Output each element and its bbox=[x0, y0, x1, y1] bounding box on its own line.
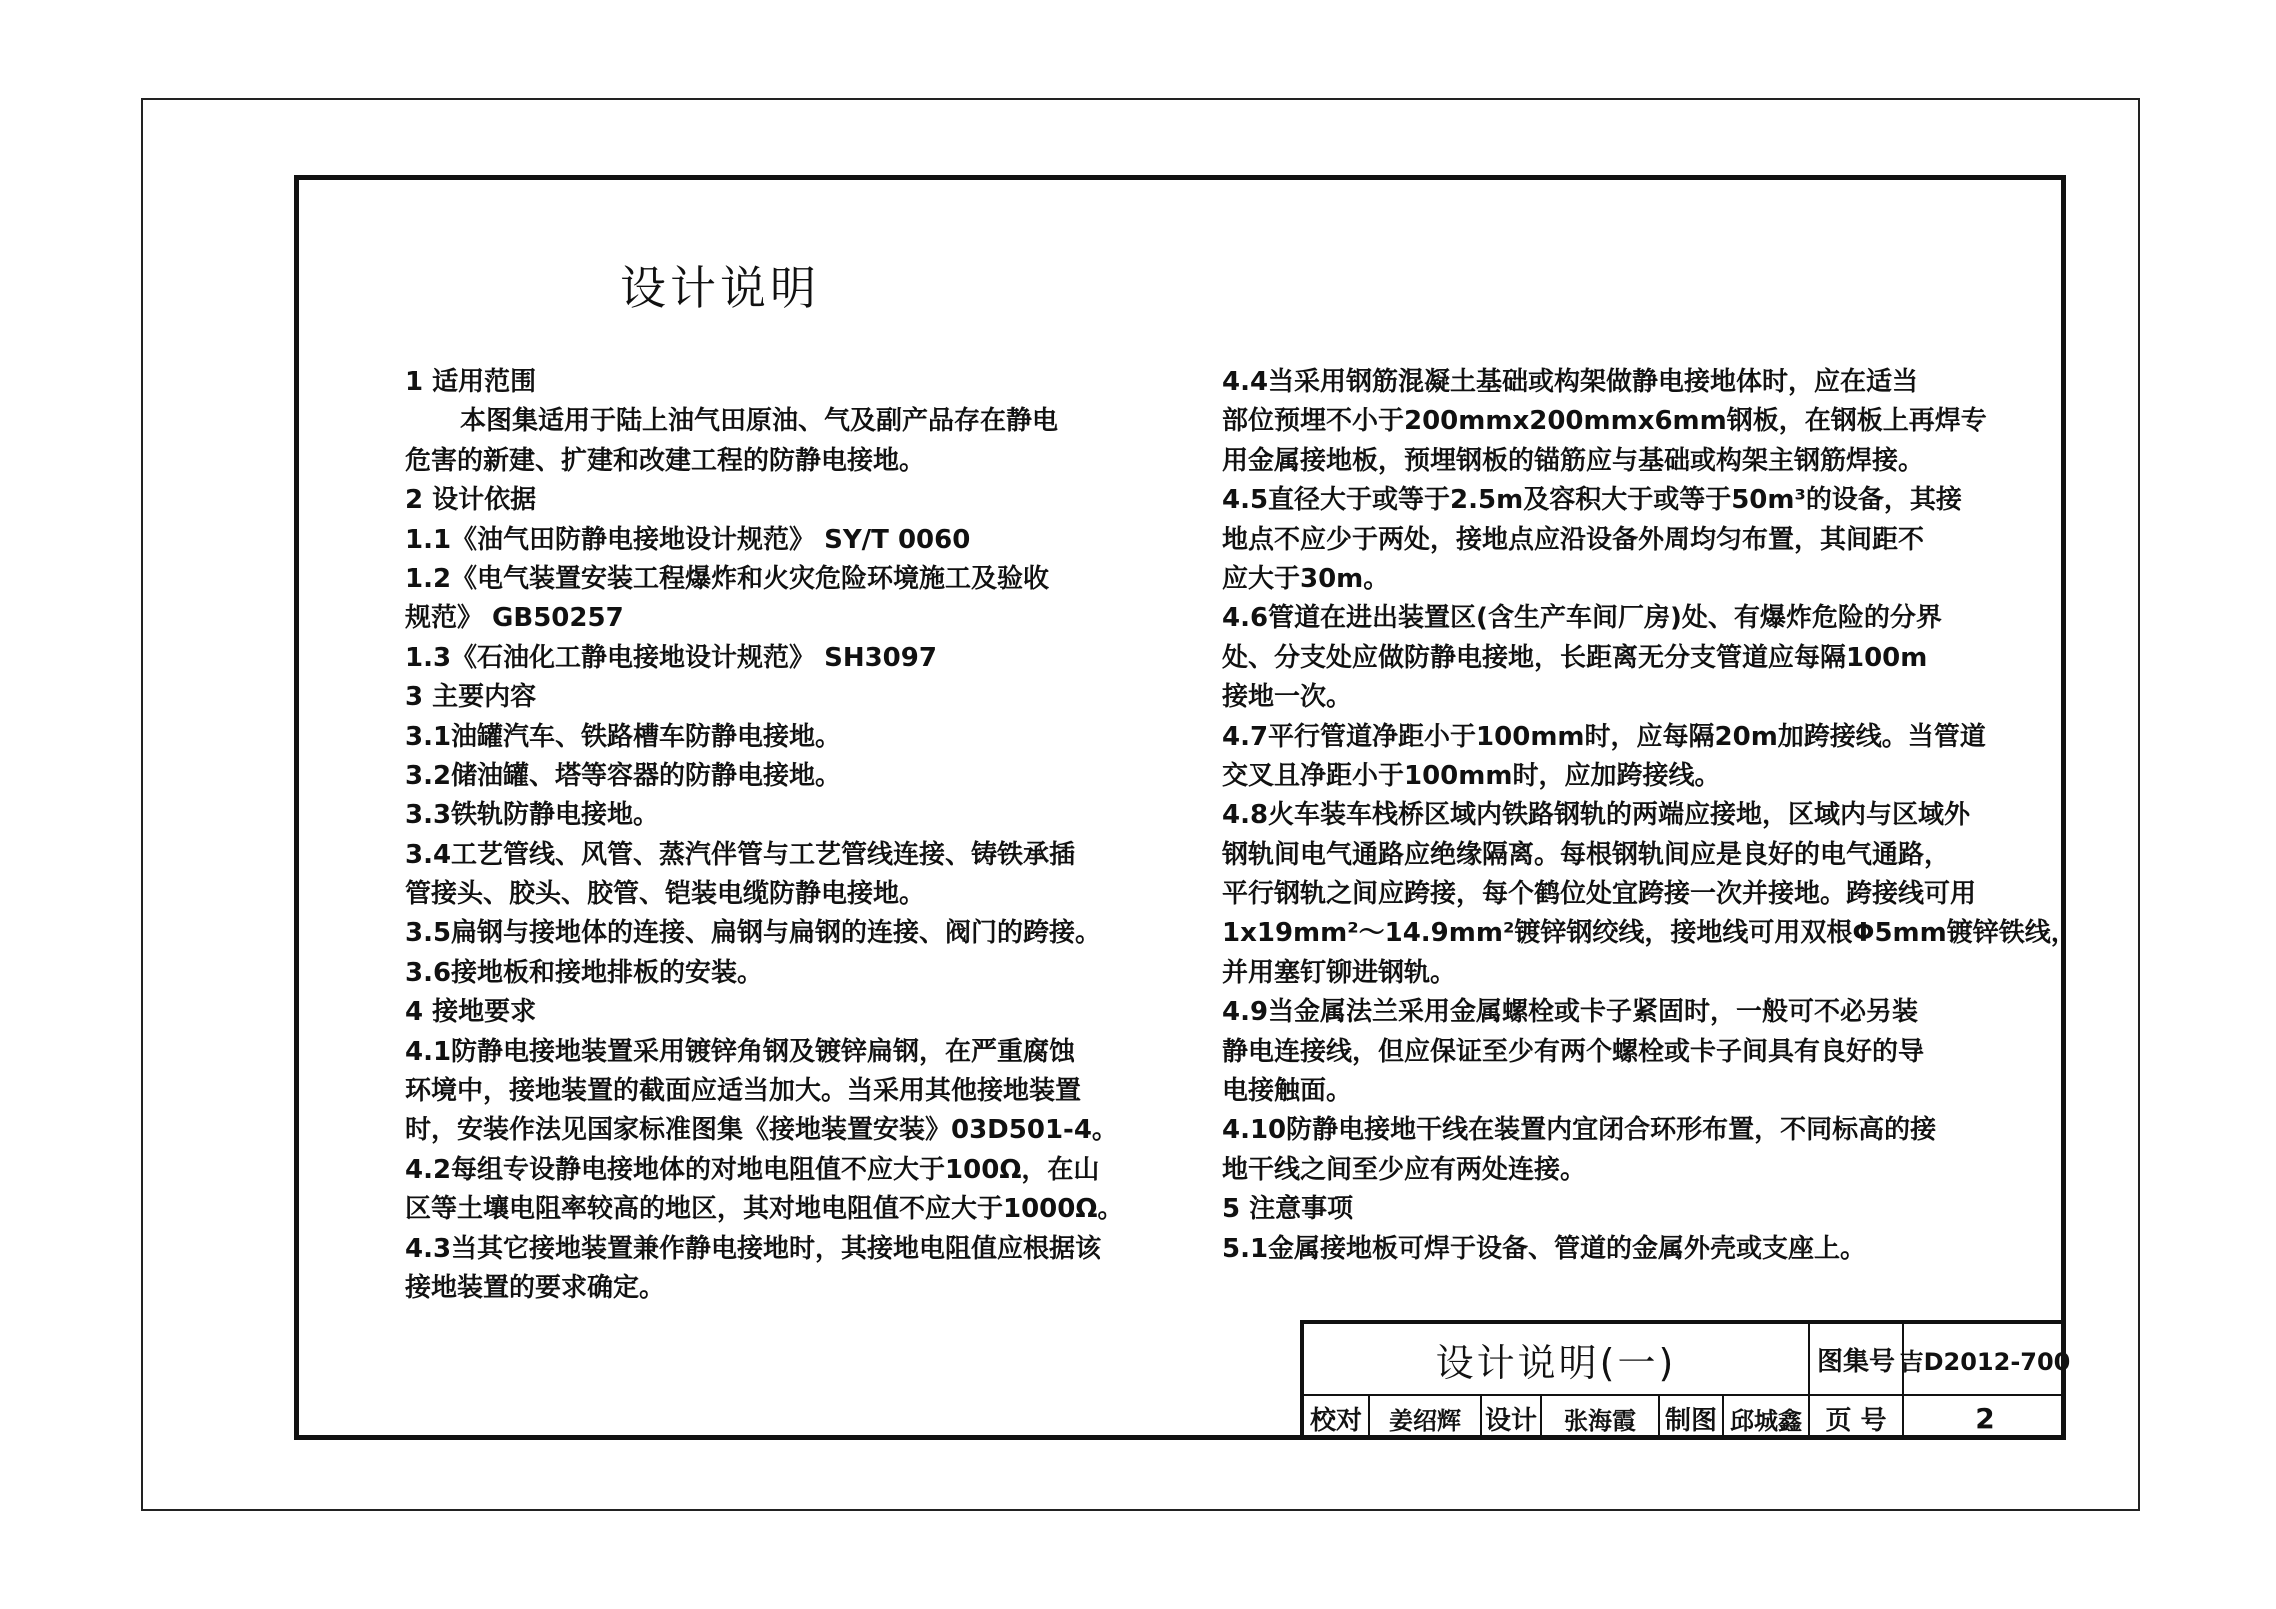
text-line: 4.1防静电接地装置采用镀锌角钢及镀锌扁钢，在严重腐蚀 bbox=[405, 1036, 1076, 1067]
text-line: 4.6管道在进出装置区(含生产车间厂房)处、有爆炸危险的分界 bbox=[1222, 603, 1942, 634]
text-line: 规范》 GB50257 bbox=[405, 603, 624, 634]
text-line: 钢轨间电气通路应绝缘隔离。每根钢轨间应是良好的电气通路， bbox=[1222, 839, 1951, 870]
text-line: 应大于30m。 bbox=[1222, 563, 1390, 594]
text-line: 1.3《石油化工静电接地设计规范》 SH3097 bbox=[405, 642, 937, 673]
atlas-number: 吉D2012-700 bbox=[1899, 1347, 2071, 1376]
text-line: 4.10防静电接地干线在装置内宜闭合环形布置，不同标高的接 bbox=[1222, 1115, 1937, 1146]
text-line: 3.1油罐汽车、铁路槽车防静电接地。 bbox=[405, 721, 842, 752]
text-line: 4.7平行管道净距小于100mm时，应每隔20m加跨接线。当管道 bbox=[1222, 721, 1986, 752]
text-line: 电接触面。 bbox=[1222, 1076, 1353, 1107]
design-label: 设计 bbox=[1482, 1396, 1542, 1440]
text-line: 平行钢轨之间应跨接，每个鹤位处宜跨接一次并接地。跨接线可用 bbox=[1222, 879, 1977, 910]
text-line: 静电连接线，但应保证至少有两个螺栓或卡子间具有良好的导 bbox=[1222, 1036, 1925, 1067]
text-line: 地点不应少于两处，接地点应沿设备外周均匀布置，其间距不 bbox=[1222, 524, 1925, 555]
text-line: 3.6接地板和接地排板的安装。 bbox=[405, 957, 764, 988]
text-line: 4.8火车装车栈桥区域内铁路钢轨的两端应接地，区域内与区域外 bbox=[1222, 800, 1971, 831]
title-block bbox=[1300, 1320, 2071, 1440]
left-column bbox=[405, 363, 1165, 1308]
text-line: 时，安装作法见国家标准图集《接地装置安装》03D501-4。 bbox=[405, 1115, 1118, 1146]
text-line: 3 主要内容 bbox=[405, 682, 537, 713]
text-line: 接地装置的要求确定。 bbox=[405, 1272, 666, 1303]
text-line: 3.2储油罐、塔等容器的防静电接地。 bbox=[405, 760, 842, 791]
text-line: 并用塞钉铆进钢轨。 bbox=[1222, 957, 1457, 988]
text-line: 5 注意事项 bbox=[1222, 1194, 1354, 1225]
draw-name: 邱城鑫 bbox=[1724, 1396, 1810, 1440]
text-line: 3.3铁轨防静电接地。 bbox=[405, 800, 660, 831]
title-block-top-row bbox=[1304, 1324, 2071, 1396]
right-column bbox=[1222, 363, 2077, 1269]
text-line: 交叉且净距小于100mm时，应加跨接线。 bbox=[1222, 760, 1721, 791]
text-line: 区等土壤电阻率较高的地区，其对地电阻值不应大于1000Ω。 bbox=[405, 1194, 1124, 1225]
title-block-bottom-row bbox=[1304, 1396, 2066, 1440]
text-line: 管接头、胶头、胶管、铠装电缆防静电接地。 bbox=[405, 879, 926, 910]
text-line: 1x19mm²～14.9mm²镀锌钢绞线，接地线可用双根Φ5mm镀锌铁线， bbox=[1222, 918, 2077, 949]
text-line: 本图集适用于陆上油气田原油、气及副产品存在静电 bbox=[460, 406, 1059, 437]
text-line: 环境中，接地装置的截面应适当加大。当采用其他接地装置 bbox=[405, 1076, 1082, 1107]
text-line: 接地一次。 bbox=[1222, 682, 1353, 713]
page-number-label: 页 号 bbox=[1810, 1396, 1904, 1440]
text-line: 1 适用范围 bbox=[405, 367, 537, 397]
text-line: 4.3当其它接地装置兼作静电接地时，其接地电阻值应根据该 bbox=[405, 1233, 1102, 1264]
text-line: 3.4工艺管线、风管、蒸汽伴管与工艺管线连接、铸铁承插 bbox=[405, 839, 1076, 870]
page-title: 设计说明 bbox=[620, 261, 820, 315]
text-line: 危害的新建、扩建和改建工程的防静电接地。 bbox=[405, 445, 926, 476]
text-line: 1.1《油气田防静电接地设计规范》 SY/T 0060 bbox=[405, 524, 971, 555]
text-line: 4.5直径大于或等于2.5m及容积大于或等于50m³的设备，其接 bbox=[1222, 485, 1962, 516]
text-line: 4.2每组专设静电接地体的对地电阻值不应大于100Ω，在山 bbox=[405, 1154, 1100, 1185]
text-line: 4 接地要求 bbox=[405, 997, 537, 1028]
draw-label: 制图 bbox=[1660, 1396, 1724, 1440]
text-line: 5.1金属接地板可焊于设备、管道的金属外壳或支座上。 bbox=[1222, 1233, 1867, 1264]
page-number: 2 bbox=[1975, 1401, 1995, 1435]
design-name: 张海霞 bbox=[1542, 1396, 1660, 1440]
text-line: 地干线之间至少应有两处连接。 bbox=[1222, 1154, 1587, 1185]
text-line: 部位预埋不小于200mmx200mmx6mm钢板，在钢板上再焊专 bbox=[1222, 406, 1987, 437]
text-line: 1.2《电气装置安装工程爆炸和火灾危险环境施工及验收 bbox=[405, 563, 1050, 594]
drawing-title: 设计说明(一) bbox=[1304, 1324, 1810, 1394]
text-line: 2 设计依据 bbox=[405, 485, 537, 516]
text-line: 3.5扁钢与接地体的连接、扁钢与扁钢的连接、阀门的跨接。 bbox=[405, 918, 1102, 949]
check-label: 校对 bbox=[1304, 1396, 1370, 1440]
text-line: 处、分支处应做防静电接地，长距离无分支管道应每隔100m bbox=[1222, 642, 1928, 673]
text-line: 4.4当采用钢筋混凝土基础或构架做静电接地体时，应在适当 bbox=[1222, 367, 1919, 397]
text-line: 4.9当金属法兰采用金属螺栓或卡子紧固时，一般可不必另装 bbox=[1222, 997, 1919, 1028]
text-line: 用金属接地板，预埋钢板的锚筋应与基础或构架主钢筋焊接。 bbox=[1222, 445, 1925, 476]
check-name: 姜绍辉 bbox=[1370, 1396, 1482, 1440]
atlas-number-label: 图集号 bbox=[1810, 1324, 1904, 1394]
